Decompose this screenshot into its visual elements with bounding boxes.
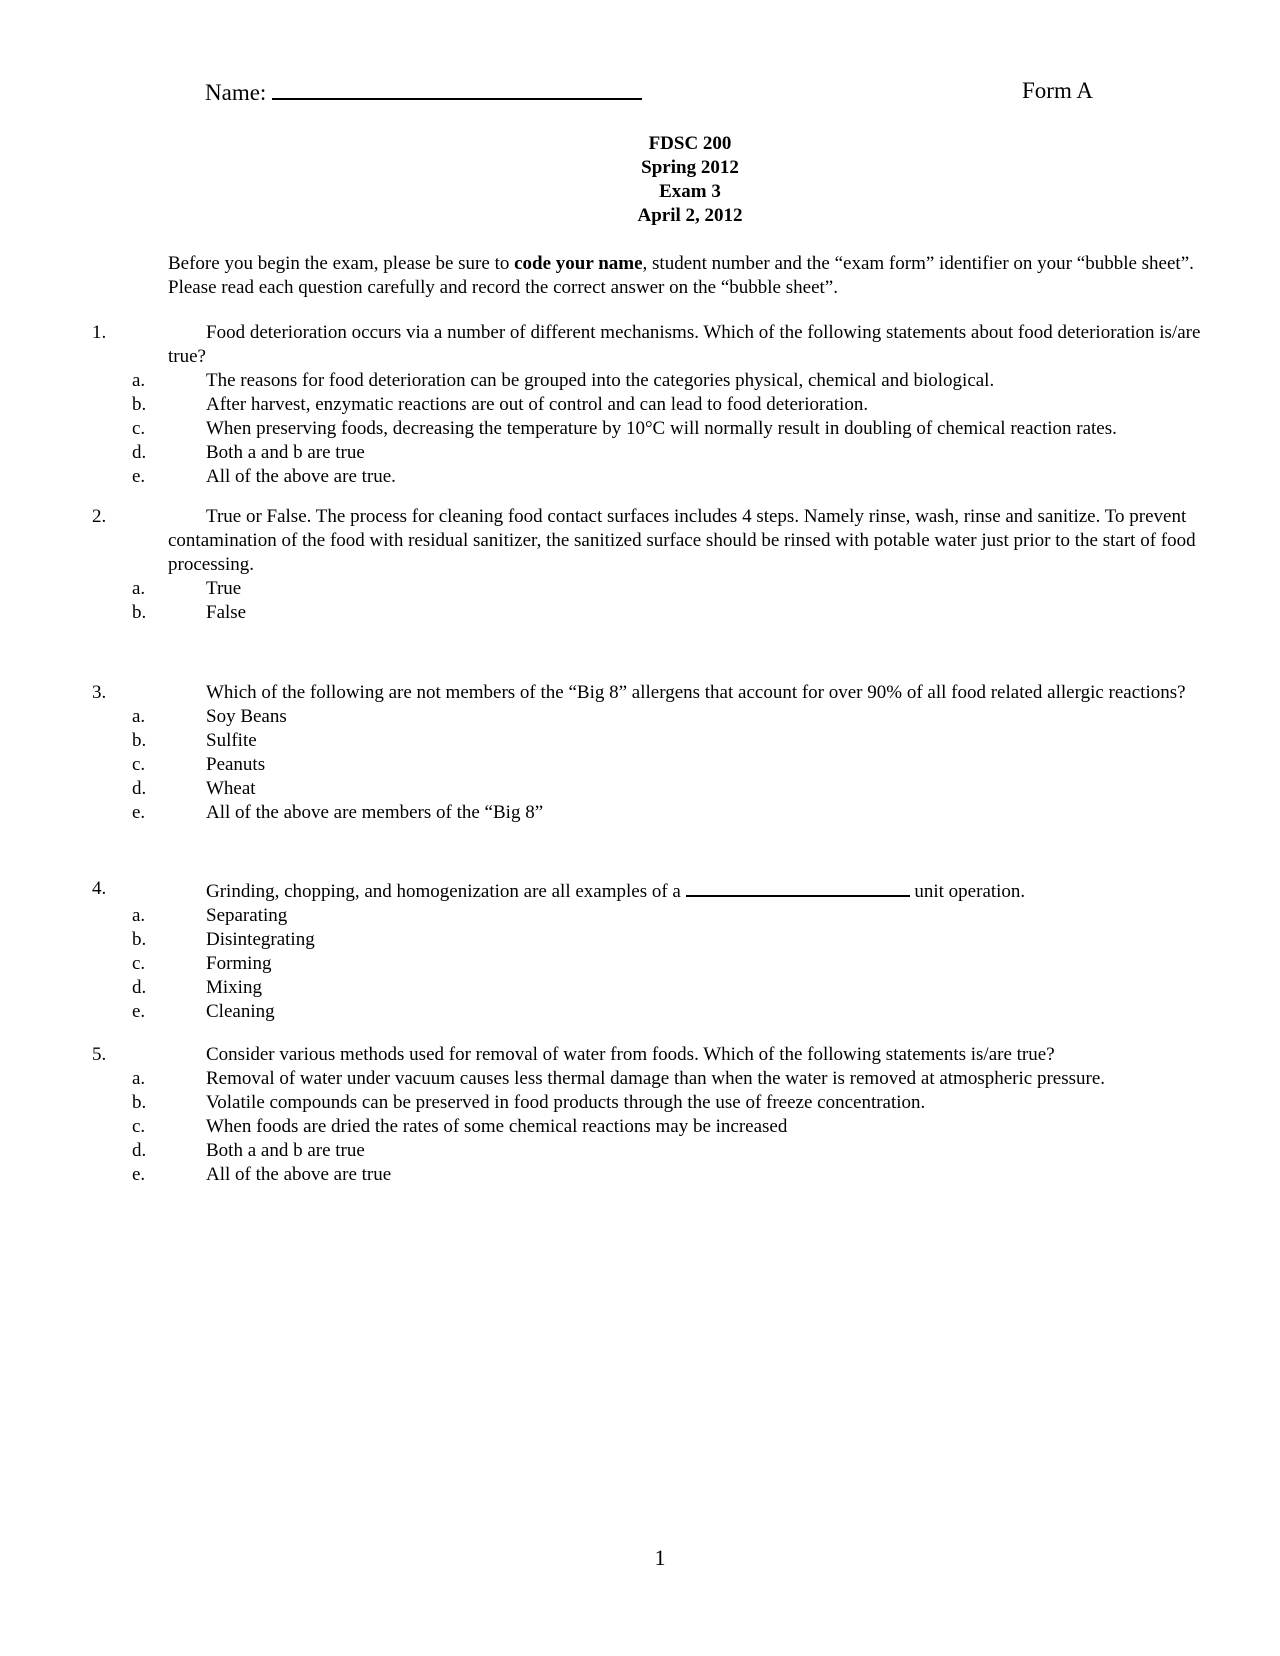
question-text: Which of the following are not members of the “Big 8” allergens that account for over 90% of all food related allergic reactions?	[206, 682, 1186, 703]
question-4	[92, 877, 1212, 1024]
exam-date: April 2, 2012	[637, 205, 743, 226]
option-c[interactable]	[92, 1115, 1212, 1139]
option-letter: a.	[132, 370, 146, 391]
option-letter: d.	[132, 778, 147, 799]
question-5	[92, 1043, 1212, 1187]
option-b[interactable]	[92, 928, 1212, 952]
exam-name: Exam 3	[659, 181, 721, 202]
question-text: Food deterioration occurs via a number of different mechanisms. Which of the following statements about food deterioration is/are true?	[168, 322, 1201, 367]
option-text: All of the above are true.	[206, 466, 396, 487]
name-field[interactable]	[205, 76, 642, 108]
option-letter: d.	[132, 1140, 147, 1161]
header-row	[0, 76, 1280, 106]
option-text: When foods are dried the rates of some chemical reactions may be increased	[206, 1116, 788, 1137]
option-text: The reasons for food deterioration can be grouped into the categories physical, chemical and biological.	[206, 370, 995, 391]
option-text: When preserving foods, decreasing the temperature by 10°C will normally result in doubling of chemical reaction rates.	[206, 418, 1117, 439]
option-text: Separating	[206, 905, 288, 926]
option-text: After harvest, enzymatic reactions are out of control and can lead to food deterioration.	[206, 394, 869, 415]
options-list	[92, 1067, 1212, 1187]
option-text: Sulfite	[206, 730, 257, 751]
question-number: 2.	[92, 506, 107, 527]
option-c[interactable]	[92, 417, 1212, 441]
instructions-bold: code your name	[514, 253, 643, 274]
question-stem	[92, 877, 1212, 904]
option-letter: d.	[132, 977, 147, 998]
option-text: True	[206, 578, 242, 599]
option-e[interactable]	[92, 465, 1212, 489]
name-line[interactable]	[272, 76, 642, 100]
question-1	[92, 321, 1212, 489]
option-letter: e.	[132, 1001, 146, 1022]
option-text: Mixing	[206, 977, 262, 998]
option-e[interactable]	[92, 1163, 1212, 1187]
question-number: 4.	[92, 878, 107, 899]
option-c[interactable]	[92, 952, 1212, 976]
question-number: 5.	[92, 1044, 107, 1065]
option-text: False	[206, 602, 247, 623]
question-text: True or False. The process for cleaning food contact surfaces includes 4 steps. Namely rinse, wash, rinse and sanitize. To prevent contamination of the food with residual sanitizer, the sanitized surface should be rinsed with potable water just prior to the start of food processing.	[168, 506, 1196, 575]
instructions-text-after: , student number and the “exam form” identifier on your “bubble sheet”. Please read each question carefully and record the correct answer on the “bubble sheet”.	[168, 253, 1194, 298]
options-list	[92, 904, 1212, 1024]
option-c[interactable]	[92, 753, 1212, 777]
option-text: Soy Beans	[206, 706, 287, 727]
option-letter: b.	[132, 1092, 147, 1113]
option-letter: e.	[132, 802, 146, 823]
option-letter: a.	[132, 1068, 146, 1089]
exam-title	[0, 132, 1280, 228]
question-text	[168, 877, 1212, 904]
options-list	[92, 705, 1212, 825]
form-identifier: Form A	[1022, 78, 1093, 103]
question-text-after: unit operation.	[909, 881, 1026, 902]
question-number: 3.	[92, 682, 107, 703]
question-stem	[92, 321, 1212, 369]
option-letter: a.	[132, 578, 146, 599]
fill-in-blank[interactable]	[686, 877, 910, 897]
option-letter: c.	[132, 953, 146, 974]
option-b[interactable]	[92, 393, 1212, 417]
option-letter: b.	[132, 602, 147, 623]
question-text-before: Grinding, chopping, and homogenization are all examples of a	[206, 881, 686, 902]
option-letter: b.	[132, 730, 147, 751]
option-letter: d.	[132, 442, 147, 463]
option-letter: c.	[132, 754, 146, 775]
option-d[interactable]	[92, 976, 1212, 1000]
option-letter: c.	[132, 418, 146, 439]
name-label: Name:	[205, 80, 267, 105]
option-a[interactable]	[92, 1067, 1212, 1091]
option-a[interactable]	[92, 369, 1212, 393]
instructions-text-before: Before you begin the exam, please be sure to	[168, 253, 515, 274]
option-b[interactable]	[92, 729, 1212, 753]
option-letter: a.	[132, 905, 146, 926]
question-stem	[92, 1043, 1212, 1067]
option-text: Cleaning	[206, 1001, 275, 1022]
question-3	[92, 681, 1212, 825]
option-d[interactable]	[92, 777, 1212, 801]
option-text: All of the above are members of the “Big 8”	[206, 802, 544, 823]
page-number: 1	[654, 1545, 666, 1570]
option-letter: c.	[132, 1116, 146, 1137]
question-stem	[92, 681, 1212, 705]
option-d[interactable]	[92, 441, 1212, 465]
question-number: 1.	[92, 322, 107, 343]
instructions	[168, 252, 1218, 300]
option-e[interactable]	[92, 801, 1212, 825]
option-text: All of the above are true	[206, 1164, 392, 1185]
option-b[interactable]	[92, 1091, 1212, 1115]
option-b[interactable]	[92, 601, 1212, 625]
option-letter: e.	[132, 466, 146, 487]
option-text: Both a and b are true	[206, 442, 365, 463]
option-a[interactable]	[92, 705, 1212, 729]
option-letter: b.	[132, 394, 147, 415]
option-a[interactable]	[92, 904, 1212, 928]
question-2	[92, 505, 1212, 625]
option-text: Both a and b are true	[206, 1140, 365, 1161]
option-letter: a.	[132, 706, 146, 727]
question-text: Consider various methods used for removal of water from foods. Which of the following statements is/are true?	[206, 1044, 1055, 1065]
question-stem	[92, 505, 1212, 577]
option-e[interactable]	[92, 1000, 1212, 1024]
option-text: Volatile compounds can be preserved in food products through the use of freeze concentration.	[206, 1092, 926, 1113]
option-text: Disintegrating	[206, 929, 315, 950]
options-list	[92, 577, 1212, 625]
option-text: Peanuts	[206, 754, 266, 775]
option-letter: e.	[132, 1164, 146, 1185]
course-code: FDSC 200	[648, 133, 732, 154]
term: Spring 2012	[641, 157, 739, 178]
option-a[interactable]	[92, 577, 1212, 601]
option-text: Forming	[206, 953, 272, 974]
option-d[interactable]	[92, 1139, 1212, 1163]
option-letter: b.	[132, 929, 147, 950]
options-list	[92, 369, 1212, 489]
option-text: Wheat	[206, 778, 256, 799]
option-text: Removal of water under vacuum causes less thermal damage than when the water is removed at atmospheric pressure.	[206, 1068, 1106, 1089]
